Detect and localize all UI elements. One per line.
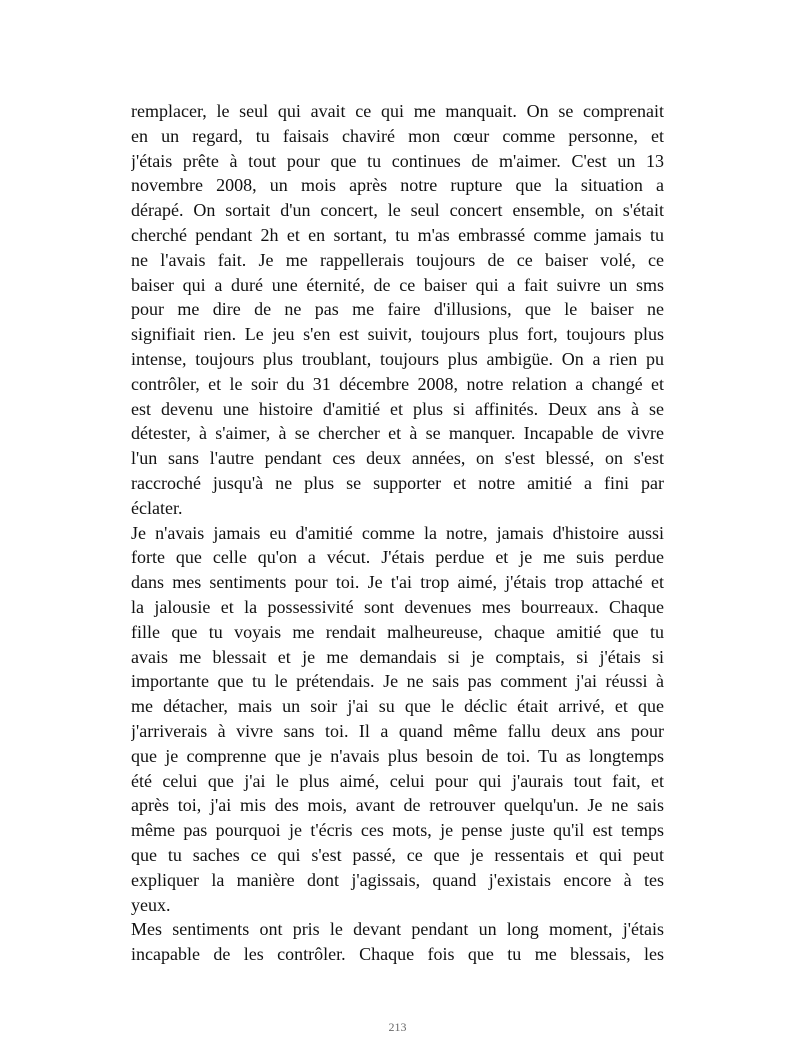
text-line: yeux.	[131, 894, 171, 915]
text-line: éclater.	[131, 497, 183, 518]
text-line: Je n'avais jamais eu d'amitié comme la notre, jamais d'histoire aussi	[131, 522, 664, 543]
text-line: en un regard, tu faisais chaviré mon cœur comme personne, et	[131, 125, 664, 146]
text-line: forte que celle qu'on a vécut. J'étais perdue et je me suis perdue	[131, 547, 664, 568]
text-line: incapable de les contrôler. Chaque fois que tu me blessais, les	[131, 944, 664, 965]
text-line: remplacer, le seul qui avait ce qui me manquait. On se comprenait	[131, 101, 664, 121]
paragraph	[131, 917, 664, 967]
text-line: après toi, j'ai mis des mois, avant de retrouver quelqu'un. Je ne sais	[131, 795, 664, 816]
text-line: dérapé. On sortait d'un concert, le seul concert ensemble, on s'était	[131, 200, 664, 221]
text-line: avais me blessait et je me demandais si je comptais, si j'étais si	[131, 646, 664, 667]
paragraph	[131, 521, 664, 918]
text-line: signifiait rien. Le jeu s'en est suivit, toujours plus fort, toujours plus	[131, 324, 664, 345]
text-line: même pas pourquoi je t'écris ces mots, je pense juste qu'il est temps	[131, 820, 664, 841]
text-line: cherché pendant 2h et en sortant, tu m'as embrassé comme jamais tu	[131, 224, 664, 245]
text-line: l'un sans l'autre pendant ces deux années, on s'est blessé, on s'est	[131, 448, 664, 469]
text-line: pour me dire de ne pas me faire d'illusions, que le baiser ne	[131, 299, 664, 320]
text-line: est devenu une histoire d'amitié et plus si affinités. Deux ans à se	[131, 398, 664, 419]
text-line: baiser qui a duré une éternité, de ce baiser qui a fait suivre un sms	[131, 274, 664, 295]
text-line: importante que tu le prétendais. Je ne sais pas comment j'ai réussi à	[131, 671, 664, 692]
text-line: me détacher, mais un soir j'ai su que le déclic était arrivé, et que	[131, 696, 664, 717]
body-text	[131, 99, 664, 967]
text-line: expliquer la manière dont j'agissais, quand j'existais encore à tes	[131, 869, 664, 890]
text-line: la jalousie et la possessivité sont devenues mes bourreaux. Chaque	[131, 596, 664, 617]
text-line: que tu saches ce qui s'est passé, ce que je ressentais et qui peut	[131, 844, 664, 865]
text-line: que je comprenne que je n'avais plus besoin de toi. Tu as longtemps	[131, 745, 664, 766]
text-line: Mes sentiments ont pris le devant pendant un long moment, j'étais	[131, 919, 664, 940]
text-line: fille que tu voyais me rendait malheureuse, chaque amitié que tu	[131, 621, 664, 642]
text-line: détester, à s'aimer, à se chercher et à se manquer. Incapable de vivre	[131, 423, 664, 444]
text-line: dans mes sentiments pour toi. Je t'ai trop aimé, j'étais trop attaché et	[131, 572, 664, 593]
page-number: 213	[388, 1020, 407, 1034]
text-line: été celui que j'ai le plus aimé, celui pour qui j'aurais tout fait, et	[131, 770, 664, 791]
text-line: raccroché jusqu'à ne plus se supporter et notre amitié a fini par	[131, 472, 664, 493]
text-line: novembre 2008, un mois après notre rupture que la situation a	[131, 175, 664, 196]
text-line: j'étais prête à tout pour que tu continues de m'aimer. C'est un 13	[131, 150, 664, 171]
text-line: intense, toujours plus troublant, toujours plus ambigüe. On a rien pu	[131, 348, 664, 369]
text-line: contrôler, et le soir du 31 décembre 2008, notre relation a changé et	[131, 373, 664, 394]
text-line: ne l'avais fait. Je me rappellerais toujours de ce baiser volé, ce	[131, 249, 664, 270]
text-line: j'arriverais à vivre sans toi. Il a quand même fallu deux ans pour	[131, 720, 664, 741]
paragraph	[131, 99, 664, 521]
